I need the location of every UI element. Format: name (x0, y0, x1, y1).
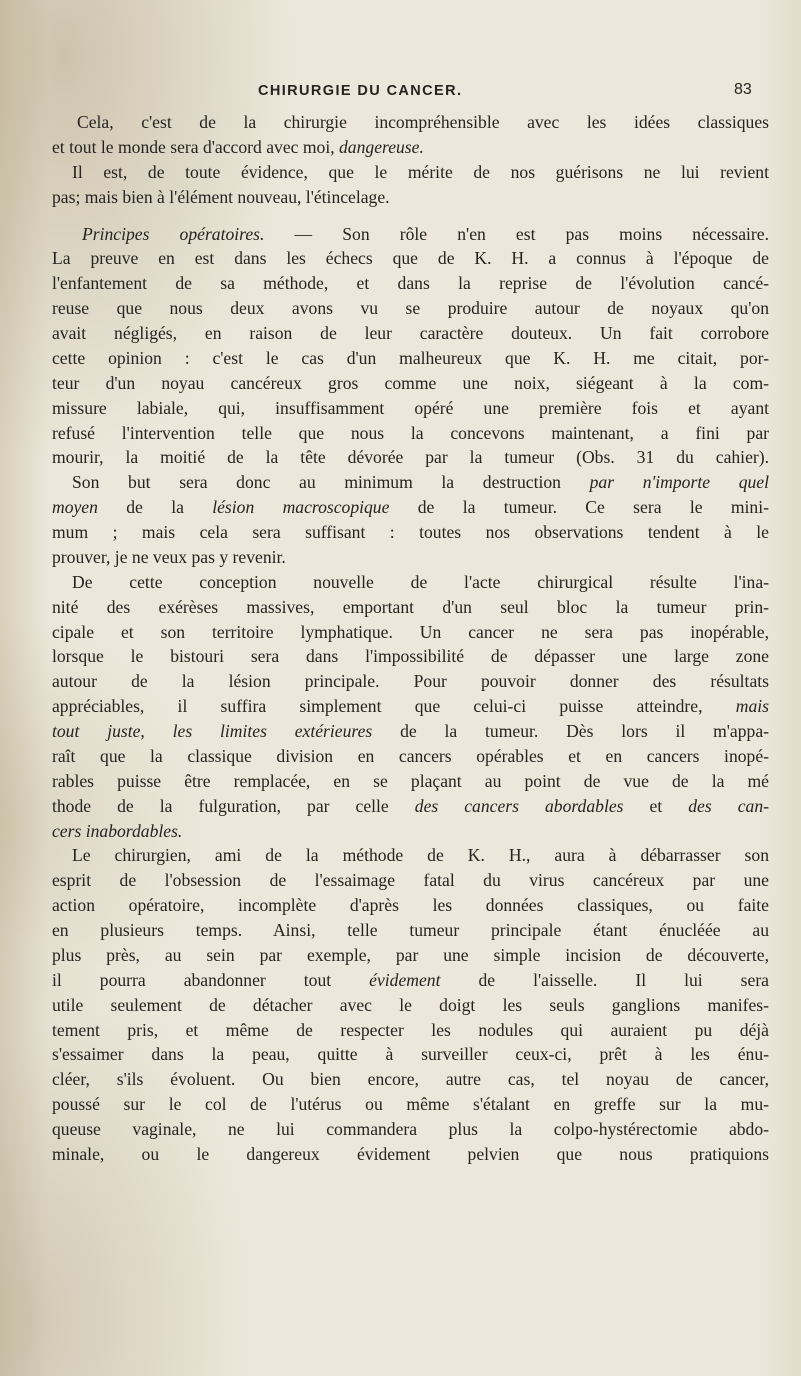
text-line: missure labiale, qui, insuffisamment opéré une première fois et ayant (52, 397, 769, 418)
text-line: mum ; mais cela sera suffisant : toutes nos observations tendent à le (52, 522, 769, 542)
running-title: CHIRURGIE DU CANCER. (258, 83, 463, 99)
text-line: utile seulement de détacher avec le doigt les seuls ganglions manifes- (52, 994, 769, 1015)
text-line: s'essaimer dans la peau, quitte à surveiller ceux-ci, prêt à les énu- (52, 1044, 769, 1065)
text-line: poussé sur le col de l'utérus ou même s'étalant en greffe sur la mu- (52, 1094, 769, 1115)
text-line: moyen de la lésion macroscopique de la tumeur. Ce sera le mini- (52, 497, 769, 518)
text-line: De cette conception nouvelle de l'acte chirurgical résulte l'ina- (72, 571, 769, 592)
body-text (52, 110, 769, 1167)
text-line: plus près, au sein par exemple, par une simple incision de découverte, (52, 944, 769, 965)
section-heading-line: Principes opératoires. — Son rôle n'en est pas moins nécessaire. (82, 223, 769, 244)
text-line: tement pris, et même de respecter les nodules qui auraient pu déjà (52, 1019, 769, 1040)
text-line: autour de la lésion principale. Pour pouvoir donner des résultats (52, 671, 769, 692)
text-line: prouver, je ne veux pas y revenir. (52, 546, 286, 567)
text-line: raît que la classique division en cancers opérables et en cancers inopé- (52, 745, 769, 766)
text-line: cette opinion : c'est le cas d'un malheureux que K. H. me citait, por- (52, 347, 769, 368)
text-line: reuse que nous deux avons vu se produire autour de noyaux qu'on (52, 298, 769, 319)
page-number: 83 (734, 81, 752, 98)
text-line: Le chirurgien, ami de la méthode de K. H., aura à débarrasser son (72, 845, 769, 866)
text-line: Cela, c'est de la chirurgie incompréhensible avec les idées classiques (77, 112, 769, 132)
text-line: avait négligés, en raison de leur caractère douteux. Un fait corrobore (52, 323, 769, 343)
text-line: thode de la fulguration, par celle des cancers abordables et des can- (52, 795, 769, 816)
text-line: Son but sera donc au minimum la destruction par n'importe quel (72, 472, 769, 493)
text-line: cers inabordables. (52, 820, 183, 841)
text-line: minale, ou le dangereux évidement pelvien que nous pratiquions (52, 1143, 769, 1164)
text-line: nité des exérèses massives, emportant d'un seul bloc la tumeur prin- (52, 596, 769, 617)
text-line: Il est, de toute évidence, que le mérite de nos guérisons ne lui revient (72, 161, 769, 182)
text-line: cléer, s'ils évoluent. Ou bien encore, autre cas, tel noyau de cancer, (52, 1069, 769, 1090)
text-line: lorsque le bistouri sera dans l'impossibilité de dépasser une large zone (52, 646, 769, 667)
text-line: queuse vaginale, ne lui commandera plus la colpo-hystérectomie abdo- (52, 1119, 769, 1139)
section-heading: Principes opératoires. (82, 223, 265, 244)
text-line: pas; mais bien à l'élément nouveau, l'étincelage. (52, 186, 390, 207)
paragraph-gap (52, 210, 769, 222)
text-line: cipale et son territoire lymphatique. Un cancer ne sera pas inopérable, (52, 621, 769, 642)
text-line: action opératoire, incomplète d'après les données classiques, ou faite (52, 895, 769, 916)
running-header (0, 83, 801, 107)
text-line: l'enfantement de sa méthode, et dans la reprise de l'évolution cancé- (52, 273, 769, 294)
text-line: mourir, la moitié de la tête dévorée par la tumeur (Obs. 31 du cahier). (52, 447, 769, 468)
text-line: esprit de l'obsession de l'essaimage fatal du virus cancéreux par une (52, 870, 769, 891)
text-line: et tout le monde sera d'accord avec moi, dangereuse. (52, 136, 424, 157)
text-line: refusé l'intervention telle que nous la concevons maintenant, a fini par (52, 422, 769, 443)
text-line: rables puisse être remplacée, en se plaçant au point de vue de la mé (52, 770, 769, 791)
text-line: appréciables, il suffira simplement que celui-ci puisse atteindre, mais (52, 696, 769, 717)
text-line: en plusieurs temps. Ainsi, telle tumeur principale étant énucléée au (52, 920, 769, 940)
text-line: La preuve en est dans les échecs que de K. H. a connus à l'époque de (52, 248, 769, 269)
text-line: teur d'un noyau cancéreux gros comme une noix, siégeant à la com- (52, 372, 769, 393)
text-line: il pourra abandonner tout évidement de l'aisselle. Il lui sera (52, 969, 769, 990)
text-line: tout juste, les limites extérieures de la tumeur. Dès lors il m'appa- (52, 721, 770, 741)
